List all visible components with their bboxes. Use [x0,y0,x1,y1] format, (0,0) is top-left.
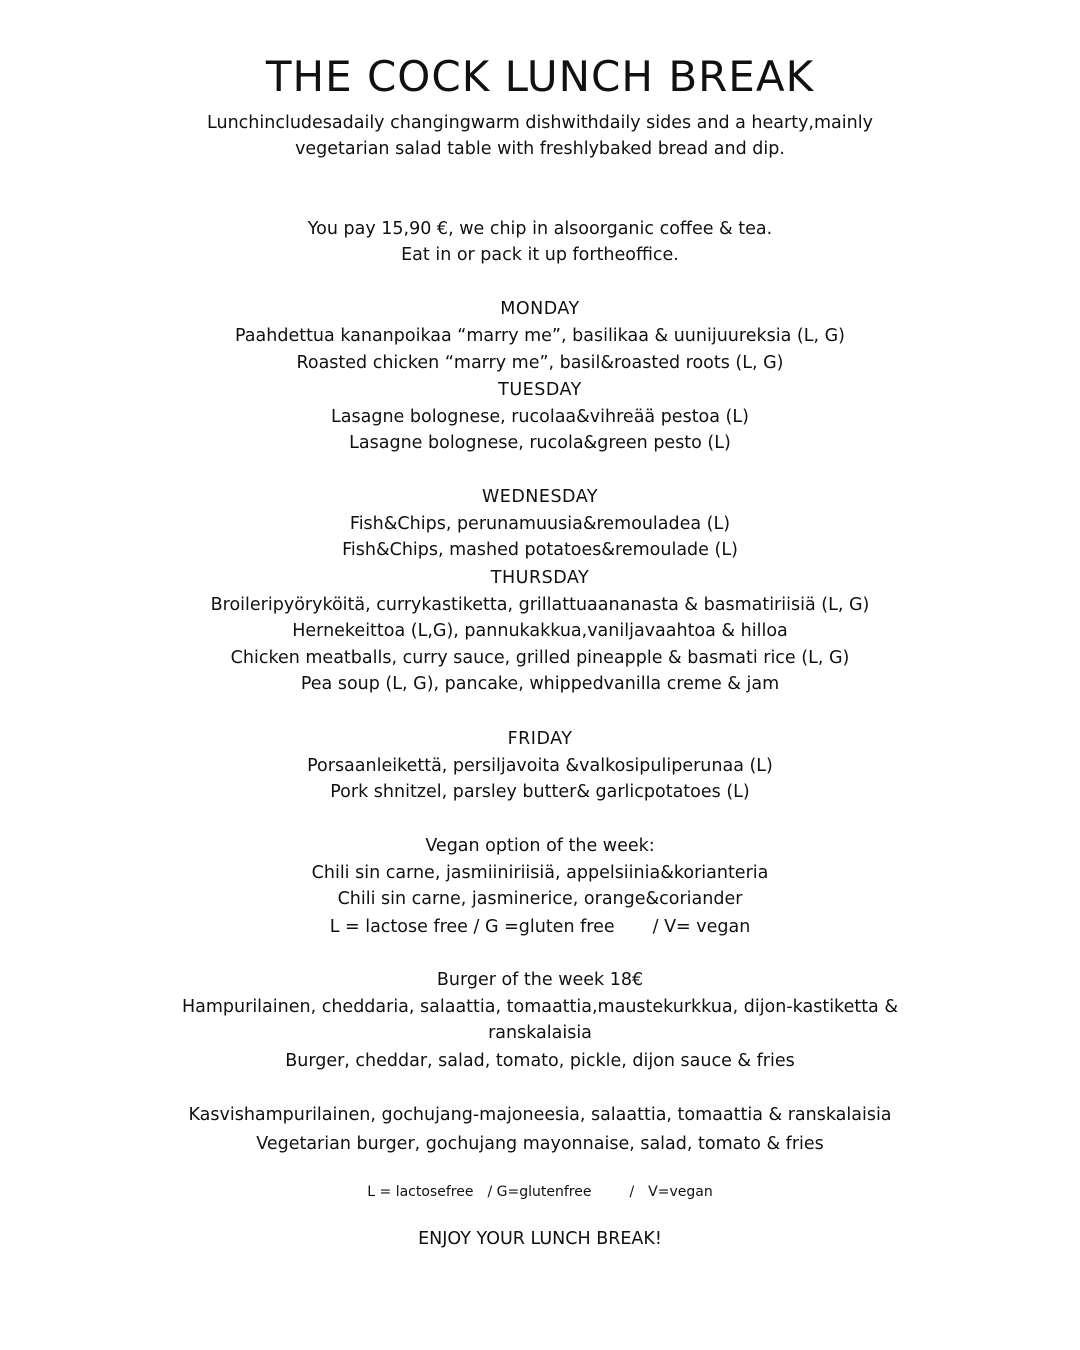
monday-heading: MONDAY [500,299,580,319]
thursday-dish-fi-1: Broileripyöryköitä, currykastiketta, grillattuaananasta & basmatiriisiä (L, G) [210,595,870,615]
friday-dish-en: Pork shnitzel, parsley butter& garlicpotatoes (L) [330,782,750,802]
burger-dish-fi: Hampurilainen, cheddaria, salaattia, tomaattia,maustekurkkua, dijon-kastiketta & ranskalaisia [182,997,898,1043]
thursday-dish-fi-2: Hernekeittoa (L,G), pannukakkua,vaniljavaahtoa & hilloa [292,621,788,641]
legend-lactose: L = lactosefree [367,1184,474,1200]
thursday-heading: THURSDAY [490,568,590,588]
burger-dish-en: Burger, cheddar, salad, tomato, pickle, dijon sauce & fries [285,1051,795,1071]
vegan-legend-lg: L = lactose free / G =gluten free [329,917,615,937]
tuesday-heading: TUESDAY [498,380,582,400]
intro-line-1: Lunchincludesadaily changingwarm dishwithdaily sides and a hearty,mainly [207,113,873,133]
wednesday-dish-en: Fish&Chips, mashed potatoes&remoulade (L) [342,540,738,560]
vegan-heading: Vegan option of the week: [425,836,655,856]
thursday-dish-en-1: Chicken meatballs, curry sauce, grilled pineapple & basmati rice (L, G) [230,648,850,668]
friday-dish-fi: Porsaanleikettä, persiljavoita &valkosipuliperunaa (L) [307,756,773,776]
monday-dish-fi: Paahdettua kananpoikaa “marry me”, basilikaa & uunijuureksia (L, G) [235,326,845,346]
vegan-dish-fi: Chili sin carne, jasmiiniriisiä, appelsiinia&korianteria [311,863,769,883]
friday-heading: FRIDAY [507,729,573,749]
legend-vegan: V=vegan [648,1184,713,1200]
wednesday-heading: WEDNESDAY [481,487,599,507]
pricing-line-2: Eat in or pack it up fortheoffice. [401,245,679,265]
vegan-dish-en: Chili sin carne, jasminerice, orange&coriander [337,889,743,909]
pricing-line-1: You pay 15,90 €, we chip in alsoorganic coffee & tea. [307,219,773,239]
tuesday-dish-en: Lasagne bolognese, rucola&green pesto (L) [349,433,731,453]
vegan-legend-v: / V= vegan [652,917,751,937]
veg-burger-dish-fi: Kasvishampurilainen, gochujang-majoneesia, salaattia, tomaattia & ranskalaisia [188,1105,892,1125]
wednesday-dish-fi: Fish&Chips, perunamuusia&remouladea (L) [349,514,731,534]
intro-line-2: vegetarian salad table with freshlybaked bread and dip. [295,139,785,159]
page-title: THE COCK LUNCH BREAK [265,52,815,101]
thursday-dish-en-2: Pea soup (L, G), pancake, whippedvanilla creme & jam [300,674,780,694]
tuesday-dish-fi: Lasagne bolognese, rucolaa&vihreää pestoa (L) [331,407,749,427]
vegan-legend [0,914,1080,940]
monday-dish-en: Roasted chicken “marry me”, basil&roasted roots (L, G) [296,353,784,373]
burger-heading: Burger of the week 18€ [436,970,644,990]
legend-separator: / [629,1184,635,1200]
veg-burger-dish-en: Vegetarian burger, gochujang mayonnaise, salad, tomato & fries [256,1134,824,1154]
footer-message: ENJOY YOUR LUNCH BREAK! [418,1229,662,1249]
legend-gluten: / G=glutenfree [487,1184,592,1200]
legend [0,1179,1080,1205]
